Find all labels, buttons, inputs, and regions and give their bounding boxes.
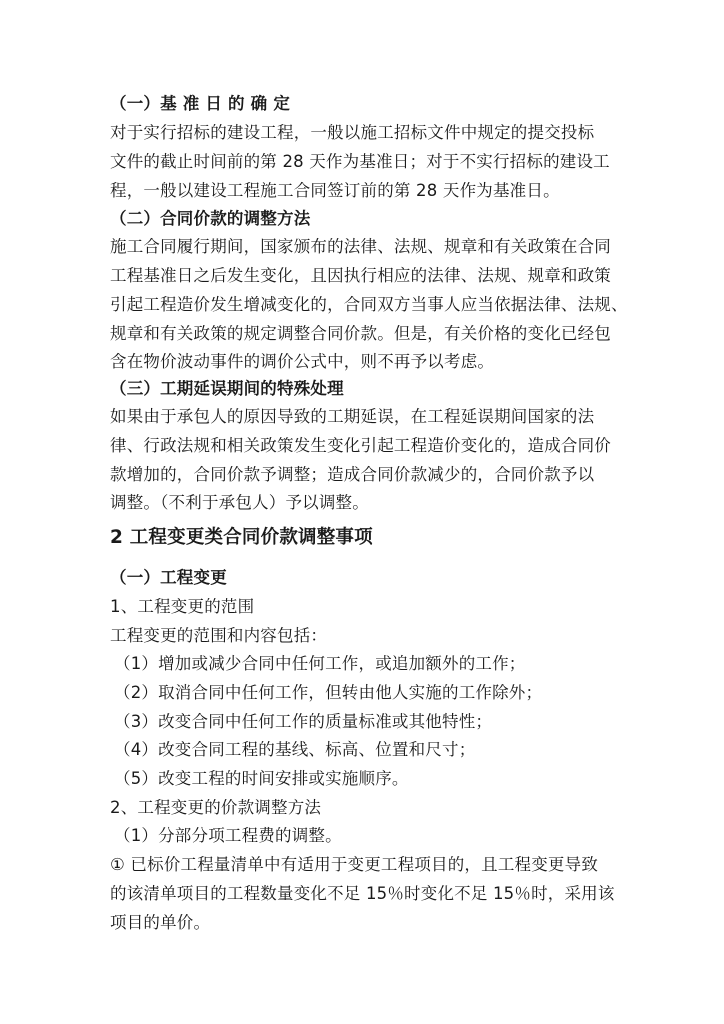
paragraph-line: 规章和有关政策的规定调整合同价款。但是，有关价格的变化已经包 xyxy=(110,324,611,343)
list-item: （1）增加或减少合同中任何工作，或追加额外的工作； xyxy=(114,654,526,673)
paragraph-line: 工程变更的范围和内容包括： xyxy=(110,626,328,645)
paragraph-line: 的该清单项目的工程数量变化不足 15％时变化不足 15％时，采用该 xyxy=(110,884,615,903)
paragraph-line: 如果由于承包人的原因导致的工期延误，在工程延误期间国家的法 xyxy=(110,407,595,426)
paragraph-line: ① 已标价工程量清单中有适用于变更工程项目的，且工程变更导致 xyxy=(110,855,599,874)
list-item: （1）分部分项工程费的调整。 xyxy=(114,826,342,845)
paragraph-line: 文件的截止时间前的第 28 天作为基准日；对于不实行招标的建设工 xyxy=(110,152,610,171)
list-item: （3）改变合同中任何工作的质量标准或其他特性； xyxy=(114,712,493,731)
paragraph-line: 含在物价波动事件的调价公式中，则不再予以考虑。 xyxy=(110,352,495,371)
paragraph-line: 调整。（不利于承包人）予以调整。 xyxy=(110,493,369,512)
paragraph-line: 对于实行招标的建设工程，一般以施工招标文件中规定的提交投标 xyxy=(110,123,595,142)
paragraph-line: 引起工程造价发生增减变化的，合同双方当事人应当依据法律、法规、 xyxy=(110,295,628,314)
list-item: （5）改变工程的时间安排或实施顺序。 xyxy=(114,769,409,788)
main-heading: 2 工程变更类合同价款调整事项 xyxy=(110,527,373,548)
paragraph-line: 施工合同履行期间，国家颁布的法律、法规、规章和有关政策在合同 xyxy=(110,237,611,256)
section-heading-baseline-date: （一）基 准 日 的 确 定 xyxy=(110,94,291,113)
list-item: （2）取消合同中任何工作，但转由他人实施的工作除外； xyxy=(114,683,543,702)
subsection-heading: 1、工程变更的范围 xyxy=(110,597,255,616)
paragraph-line: 律、行政法规和相关政策发生变化引起工程造价变化的，造成合同价 xyxy=(110,436,611,455)
paragraph-line: 程，一般以建设工程施工合同签订前的第 28 天作为基准日。 xyxy=(110,181,560,200)
section-heading-delay-handling: （三）工期延误期间的特殊处理 xyxy=(110,379,344,398)
list-item: （4）改变合同工程的基线、标高、位置和尺寸； xyxy=(114,740,476,759)
paragraph-line: 款增加的，合同价款予调整；造成合同价款减少的，合同价款予以 xyxy=(110,465,595,484)
section-heading-engineering-change: （一）工程变更 xyxy=(110,568,227,587)
paragraph-line: 工程基准日之后发生变化，且因执行相应的法律、法规、规章和政策 xyxy=(110,266,611,285)
section-heading-adjust-method: （二）合同价款的调整方法 xyxy=(110,209,311,228)
paragraph-line: 项目的单价。 xyxy=(110,913,211,932)
subsection-heading: 2、工程变更的价款调整方法 xyxy=(110,798,322,817)
